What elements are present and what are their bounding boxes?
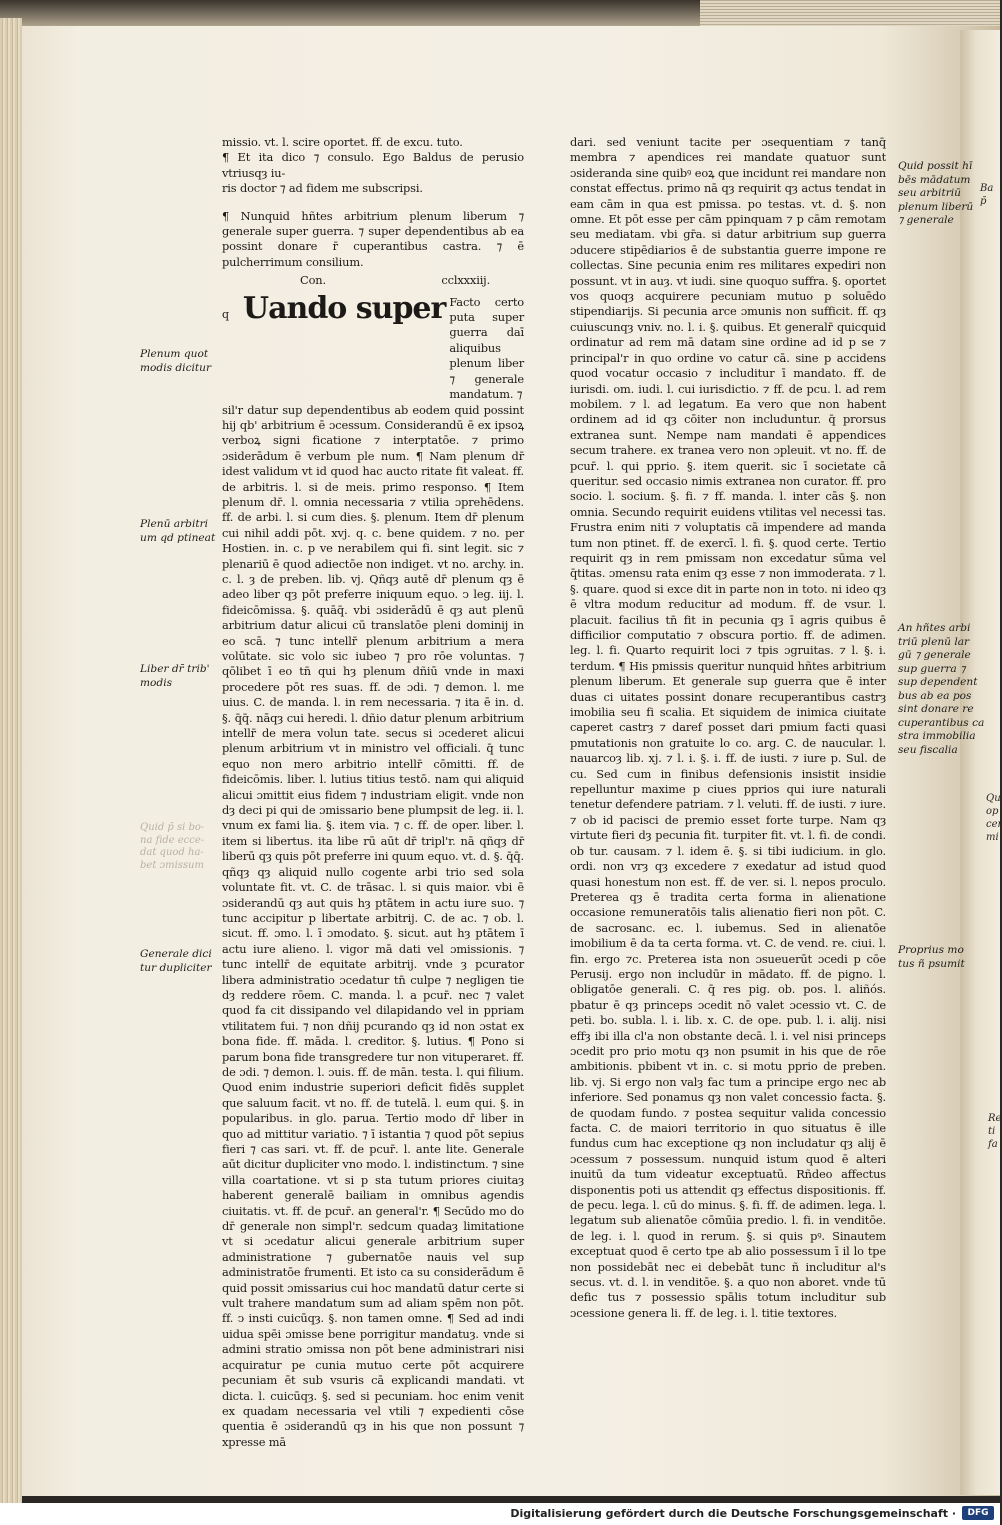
margin-note-generale: Generale dici tur dupliciter [140,948,212,974]
margin-note-an-habentes: An hñtes arbi triū plenū lar gū ⁊ generale sup guerra ⁊ sup dependent bus ab ea pos sint donare re cuperantibus ca stra immobilia seu fiscalia [898,622,985,756]
consilium-body: sil'r datur sup dependentibus ab eodem quid possint hij qb' arbitrium ē ɔcessum. Considerandū ē ex ipsoꝝ verboꝝ signi ficatione ⁊ interptatōe. ⁊ primo ɔsiderādum ē verbum ple num. ¶ Nam plenum dr̄ idest validum vt id quod hac aucto ritate fit valeat. ff. de arbitris. l. si de meis. primo responso. ¶ Item plenum dr̄. l. omnia necessaria ⁊ vtilia ɔprehēdens. ff. de arbi. l. si cum dies. §. plenum. Item dr̄ plenum cui nihil addi pōt. xvj. q. c. bene quidem. ⁊ no. per Hostien. in. c. p ve nerabilem qui fi. sint legit. sic ⁊ plenariū ē quod adiectōe non indiget. vt no. archy. in. c. l. ȝ de preben. lib. vj. Qñqȝ autē dr̄ plenum qȝ ē adeo liber qȝ pōt preferre iniquum equo. ͻ leg. iij. l. fideicōmissa. §. quāq̄. vbi ɔsiderādū ē qȝ aut plenū arbitrium datur alicui cū translatōe pleni dominij in eo scā. ⁊ tunc intellr̄ plenum arbitrium a mera volūtate. sic volo sic iubeo ⁊ pro rōe voluntas. ⁊ qōlibet ī eo tn̄ qui hȝ plenum dñiū vnde in maxi procedere pōt res suas. ff. de ɔdi. ⁊ demon. l. me uius. C. de manda. l. in rem necessaria. ⁊ ita ē in. d. §. q̄q̄. nāqȝ cui heredi. l. dñio datur plenum arbitrium intellr̄ de mera volun tate. secus si ɔcederet alicui plenum arbitrium vt in ministro vel officiali. q̄ tunc equo non mero arbitrio intellr̄ cōmitti. ff. de fideicōmis. liber. l. lutius titius testō. nam qui aliquid alicui ɔmittit eius fidem ⁊ industriam eligit. vnde non dȝ deci pi qui de ɔmissario bene plumpsit de leg. ii. l. vnum ex fami lia. §. item via. ⁊ c. ff. de oper. liber. l. item si libertus. ita libe rū aūt dr̄ tripl'r. nā qñqȝ dr̄ liberū qȝ quis pōt preferre ini quum equo. vt. d. §. q̄q̄. qñqȝ qȝ aliquid nullo cogente arbi trio sed sola voluntate fit. vt. C. de trāsac. l. si quis maior. vbi ē ɔsiderandū qȝ aut quis hȝ ptātem in actu iure suo. ⁊ tunc accipitur p libertate arbitrij. C. de ac. ⁊ ob. l. sicut. ff. ɔmo. l. ī ɔmodato. §. sicut. aut hȝ ptātem ī actu iure alieno. l. vigor mā dati vel ɔmissionis. ⁊ tunc intellr̄ de equitate arbitrij. vnde ȝ pcurator libera administratio ɔcedatur tn̄ culpe ⁊ negligen tie dȝ reddere rōem. C. manda. l. a pcur̄. nec ⁊ valet quod fa cit dissipando vel dilapidando vel in ppriam vtilitatem fui. ⁊ non dñij pcurando qȝ id non ɔstat ex bona fide. ff. māda. l. creditor. §. lutius. ¶ Pono si parum bona fide transgredere tur non vituperaret. ff. de ɔdi. ⁊ demon. l. ɔuis. ff. de mān. testa. l. qui filium. Quod enim industrie superiori deficit fidēs supplet que saluum facit. vt no. ff. de tutelā. l. eum qui. §. in popularibus. in glo. parua. Tertio modo dr̄ liber in quo ad mittitur variatio. ⁊ ī istantia ⁊ quod pōt sepius fieri ⁊ cas sari. vt. ff. de pcur̄. l. ante lite. Generale aūt dicitur dupliciter vno modo. l. indistinctum. ⁊ sine villa coartatione. vt si p sta tutum priores ciuitaȝ haberent generalē bailiam in omnibus agendis ciuitatis. vt. ff. de pcur̄. an general'r. ¶ Secūdo mo do dr̄ generale non simpl'r. sedcum quadaȝ limitatione vt si ɔcedatur alicui generale arbitrium super administratione ⁊ gubernatōe nauis vel sup administratōe frumenti. Et isto ca su considerādum ē quid possit ɔmissarius cui hoc mandatū datur certe si vult trahere mandatum sum ad aliam spēm non pōt. ff. ͻ insti cuicūqȝ. §. non tamen omne. ¶ Sed ad indi uidua spēi ɔmisse bene porrigitur mandatuȝ. vnde si admini stratio ɔmissa non pōt bene administrari nisi acquiratur pe cunia mutuo certe pōt acquirere pecuniam ēt sub vsuris cā explicandi mandati. vt dicta. l. cuicūqȝ. §. sed si pecuniam. hoc enim venit ex quadam necessaria vel vtili ⁊ expedienti cōse quentia ē ɔsiderandū qȝ in his que non possunt ⁊ xpresse mā [222,402,524,1449]
decorated-initial: Uando super [242,290,446,326]
text-line: ¶ Et ita dico ⁊ consulo. Ego Baldus de perusio vtriusqȝ iu- [222,150,524,180]
consilium-heading [222,273,524,288]
right-column [570,135,886,1321]
opening-text: Facto certo puta super guerra daī aliquibus plenum liber ⁊ generale mandatum. ⁊ [449,294,524,402]
margin-note-plenum: Plenum quot modis dicitur [140,348,212,374]
dfg-credit-text: Digitalisierung gefördert durch die Deutsche Forschungsgemeinschaft · [510,1507,956,1520]
left-column [222,135,524,1450]
next-page-edge-text-2: Qu op cer mi [986,793,1002,843]
margin-note-quid-possit: Quid possit hī bēs mādatum seu arbitriū plenum liberū ⁊ generale [898,160,974,226]
margin-note-faded: Quid p̄ si bo- na fide ecce- dat quod ha- bet ɔmissum [140,822,205,871]
next-page-edge-text-3: Re ti fa [988,1113,1002,1150]
text-line: ris doctor ⁊ ad fidem me subscripsi. [222,181,423,196]
consilium-label: Con. [300,273,326,288]
consilium-number: cclxxxiij. [441,273,491,288]
opening-row [222,290,524,403]
consilium-question: ¶ Nunquid hñtes arbitrium plenum liberum ⁊ generale super guerra. ⁊ super dependentibus ab ea possint donare r̄ cuperantibus castra. ⁊ ē pulcherrimum consilium. [222,208,524,269]
text-line: missio. vt. l. scire oportet. ff. de excu. tuto. [222,135,463,149]
dfg-logo: DFG [962,1506,994,1520]
consilium-body-continued: dari. sed veniunt tacite per ɔsequentiam ⁊ tanq̄ membra ⁊ apendices rei mandate quatuor sunt ɔsideranda sine quibꝰ eoꝝ que incidunt rei mandare non constat effectus. primo nā qȝ requirit qȝ actus tendat in eam cām in qua est pmissa. po testas. vt. d. §. non omne. Et pōt esse per cām ppinquam ⁊ p cām remotam seu mediatam. vbi gr̄a. si datur arbitrium sup guerra ɔducere stipēdiarios ē de substantia guerre impone re collectas. Sine pecunia enim res militares expediri non possunt. vt in auȝ. vt iudi. sine quoquo suffra. §. oportet vos quoqȝ acquirere pecuniam mutuo p soluēdo stipendiarijs. Si pecunia arce ɔmunis non sufficit. ff. qȝ cuiuscunqȝ vniv. no. l. i. §. quibus. Et generalr̄ quicquid ordinatur ad rem mā datam sine ordine ad id p se ⁊ principal'r in quo ordine vo catur cā. sine p accidens quod vocatur occasio ⁊ includitur ī mandato. ff. de iurisdi. om. iudi. l. cui iurisdictio. ⁊ ff. de pcu. l. ad rem mobilem. ⁊ l. ad legatum. Ea vero que non habent ordinem ad id qȝ cōiter non includuntur. q̄ prorsus extranea sunt. Nempe nam mandati ē appendices secum trahere. ex tranea vero non ɔpleuit. vt no. ff. de pcur̄. l. qui pprio. §. item querit. sic ī societate cā queritur. sed occasio nimis extranea non curator. ff. pro socio. l. socium. §. fi. ⁊ ff. manda. l. inter cās §. non omnia. Secundo requirit euidens vtilitas vel necessi tas. Frustra enim niti ⁊ voluptatis cā impendere ad manda tum non ptinet. ff. de exercī. l. fi. §. quod certe. Tertio requirit qȝ in rem pmissam non excedatur sūma vel q̄titas. ɔmensu rata enim qȝ esse ⁊ non immoderata. ⁊ l. §. quare. quod si exce dit in parte non in toto. ni ideo qȝ ē vltra modum reducitur ad modum. ff. de vsur. l. placuit. facilius tn̄ fit in pecunia qȝ ī agris quibus ē difficilior computatio ⁊ obscura portio. ff. de adimen. leg. l. fi. Quarto requirit loci ⁊ tpis ɔgruitas. ⁊ l. §. i. terdum. ¶ His pmissis queritur nunquid hñtes arbitrium plenum liberum. Et generale sup guerra que ē inter duas ci uitates possint donare recuperantibus castrȝ imobilia seu fi scalia. Et siquidem de inimica ciuitate caperet castrȝ ⁊ daref posset dari pmium facti quasi pmutationis non gratuite lo co. arg. C. de naucular. l. nauarcoȝ lib. xj. ⁊ l. i. §. i. ff. de iusti. ⁊ iure p. Sul. de cu. Sed cum in finibus defensionis insistit insidie repelluntur maxime p ciues pprios qui iure naturali tenetur defendere patriam. ⁊ l. veluti. ff. de iusti. ⁊ iure. ⁊ ob id pacisci de premio esset forte turpe. Nam qȝ virtute fieri dȝ pecunia fit. turpiter fit. vt. l. fi. de condi. ob tur. causam. ⁊ l. idem ē. §. si tibi iudicium. in glo. ordi. non vrȝ qȝ excedere ⁊ exedatur ad istud quod quasi honestum non est. ff. de ver. si. l. nepos proculo. Preterea qȝ ē tradita certa forma in alienatione occasione remuneratōis talis alienatio fieri non pōt. C. de sacrosanc. ec. l. iubemus. Sed in alienatōe imobilium ē da ta certa forma. vt. C. de vend. re. ciui. l. fin. ergo ⁊c. Preterea ista non ɔsueuerūt ɔcedi p cōe Perusij. ergo non includūr in mādato. ff. de pigno. l. obligatōe generali. C. q̄ res pig. ob. pos. l. aliñós. pbatur ē qȝ princeps ɔcedit nō valet ɔcessio vt. C. de peti. bo. subla. l. i. lib. x. C. de ope. pub. l. i. alij. nisi effȝ ibi illa cl'a non obstante decā. l. i. vel nisi princeps ɔcedit pro prio motu qȝ non psumit in his que de rōe ambitionis. pbibent vt in. c. si motu pprio de preben. lib. vj. Si ergo non valȝ fac tum a principe ergo nec ab inferiore. Sed ponamus qȝ non valet concessio facta. §. de quodam fundo. ⁊ postea sequitur valida concessio facta. C. de maiori territorio in quo situatus ē ille fundus cum hac exceptione qȝ non includatur qȝ alij ē ɔcessum ⁊ possessum. nunquid istum quod ē alteri inuitū da tum videatur exceptuatū. Rñdeo affectus disponentis poti us attendit qȝ effectus dispositionis. ff. de pecu. lega. l. cū do minus. §. fi. ff. de adimen. lega. l. legatum sub alienatōe cōmūia predio. l. fi. in venditōe. de leg. i. l. quod in rerum. §. si quis pꝰ. Sinautem exceptuat quod ē certo tpe ab alio possessum ī il lo tpe non possidebāt nec ei debebāt tunc ñ includitur al's secus. vt. d. l. in venditōe. §. a quo non aboret. vnde tū defic tus ⁊ possessio spālis totum includitur sub ɔcessione genera li. ff. de leg. i. l. titie textores. [570,135,886,1320]
next-page-strip [960,30,1000,1495]
next-page-edge-text: Ba p̄ [980,183,994,207]
margin-note-liber: Liber dr̄ trib' modis [140,663,210,689]
guide-letter: q [222,307,229,321]
margin-note-plenum-arbitrium: Plenū arbitri um qd ptineat [140,518,216,544]
margin-note-proprius-motus: Proprius mo tus ñ psumit [898,944,965,970]
page-edge-left [0,18,22,1503]
